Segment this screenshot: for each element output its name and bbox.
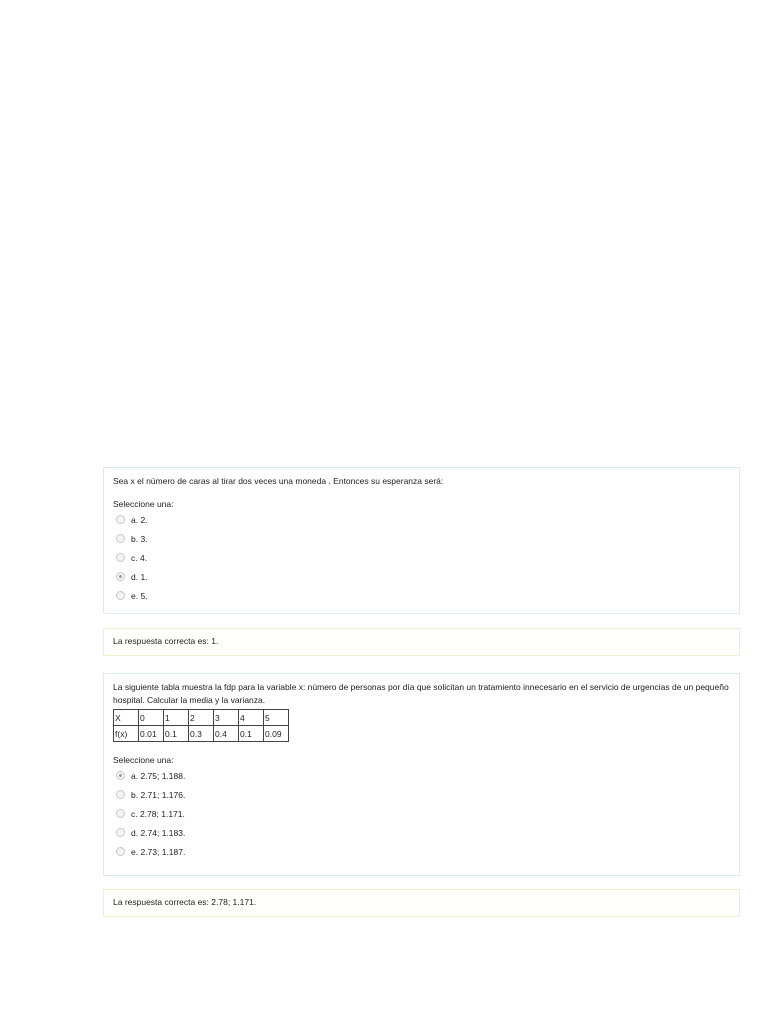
question-1-box xyxy=(103,467,740,614)
option-label: d. 1. xyxy=(131,571,148,582)
option-label: e. 5. xyxy=(131,590,148,601)
question-1-text: Sea x el número de caras al tirar dos veces una moneda . Entonces su esperanza será: xyxy=(113,476,444,486)
option-label: c. 4. xyxy=(131,552,148,563)
table-row xyxy=(114,710,289,726)
table-cell: 1 xyxy=(164,710,189,726)
question-2-options xyxy=(113,766,730,861)
option-label: b. 2.71; 1.176. xyxy=(131,789,186,800)
question-1-options xyxy=(113,510,730,605)
option-label: e. 2.73; 1.187. xyxy=(131,846,186,857)
option-label: d. 2.74; 1.183. xyxy=(131,827,186,838)
option-label: a. 2.75; 1.188. xyxy=(131,770,186,781)
option-label: c. 2.78; 1.171. xyxy=(131,808,185,819)
table-cell: 0.09 xyxy=(264,726,289,742)
question-2-prompt: Seleccione una: xyxy=(113,755,174,765)
table-cell: X xyxy=(114,710,139,726)
q2-option-c[interactable] xyxy=(113,804,730,823)
table-cell: 0.4 xyxy=(214,726,239,742)
q1-option-b[interactable] xyxy=(113,529,730,548)
radio-selected-icon[interactable] xyxy=(116,771,125,780)
q2-option-b[interactable] xyxy=(113,785,730,804)
table-cell: 0.1 xyxy=(239,726,264,742)
q2-option-a[interactable] xyxy=(113,766,730,785)
radio-icon[interactable] xyxy=(116,809,125,818)
radio-icon[interactable] xyxy=(116,534,125,543)
table-cell: 0.1 xyxy=(164,726,189,742)
table-cell: 0.3 xyxy=(189,726,214,742)
question-1-correct-answer: La respuesta correcta es: 1. xyxy=(113,636,219,646)
q1-option-d[interactable] xyxy=(113,567,730,586)
table-cell: 5 xyxy=(264,710,289,726)
option-label: b. 3. xyxy=(131,533,148,544)
radio-icon[interactable] xyxy=(116,790,125,799)
radio-icon[interactable] xyxy=(116,515,125,524)
q2-option-e[interactable] xyxy=(113,842,730,861)
table-cell: 3 xyxy=(214,710,239,726)
question-1-prompt: Seleccione una: xyxy=(113,499,174,509)
q1-option-e[interactable] xyxy=(113,586,730,605)
radio-icon[interactable] xyxy=(116,591,125,600)
radio-icon[interactable] xyxy=(116,828,125,837)
question-2-box xyxy=(103,673,740,876)
q1-option-c[interactable] xyxy=(113,548,730,567)
radio-icon[interactable] xyxy=(116,847,125,856)
table-row xyxy=(114,726,289,742)
table-cell: f(x) xyxy=(114,726,139,742)
question-2-feedback xyxy=(103,889,740,917)
table-cell: 0 xyxy=(139,710,164,726)
table-cell: 0.01 xyxy=(139,726,164,742)
option-label: a. 2. xyxy=(131,514,148,525)
q1-option-a[interactable] xyxy=(113,510,730,529)
question-2-correct-answer: La respuesta correcta es: 2.78; 1.171. xyxy=(113,897,257,907)
question-2-text: La siguiente tabla muestra la fdp para la variable x: número de personas por día que solicitan un tratamiento innecesario en el servicio de urgencias de un pequeño hospital. Calcular la media y la varianza. xyxy=(113,682,729,705)
fdp-table xyxy=(113,709,289,742)
table-cell: 4 xyxy=(239,710,264,726)
table-cell: 2 xyxy=(189,710,214,726)
radio-selected-icon[interactable] xyxy=(116,572,125,581)
q2-option-d[interactable] xyxy=(113,823,730,842)
radio-icon[interactable] xyxy=(116,553,125,562)
question-1-feedback xyxy=(103,628,740,656)
